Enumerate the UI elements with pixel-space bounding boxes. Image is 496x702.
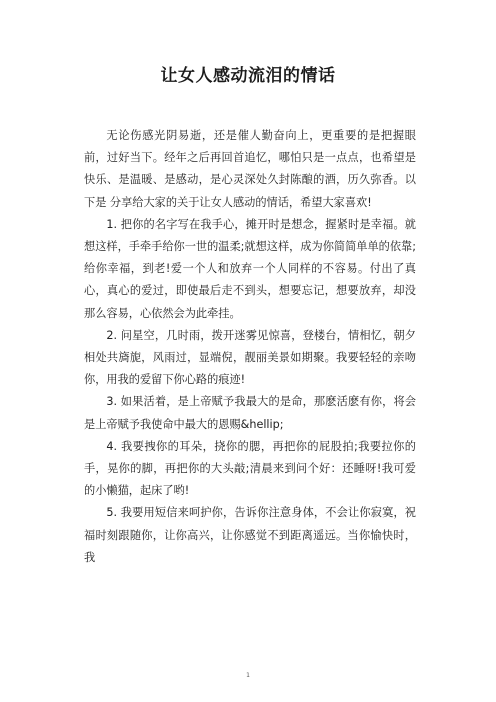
document-title: 让女人感动流泪的情话 — [160, 66, 336, 86]
document-body — [84, 125, 416, 569]
paragraph-3: 3. 如果活着，是上帝赋予我最大的是命，那麽活麽有你，将会是上帝赋予我使命中最大的恩赐&hellip; — [84, 395, 416, 431]
paragraph-4: 4. 我要拽你的耳朵，挠你的腮，再把你的屁股拍;我要拉你的手，晃你的脚，再把你的大头敲;清晨来到问个好：还睡呀!我可爱的小懒猫，起床了哟! — [84, 439, 416, 498]
paragraph-2: 2. 问星空，几时雨，拨开迷雾见惊喜，登楼台，情相忆，朝夕相处共旖旎，风雨过，显端倪，靓丽美景如期聚。我要轻轻的亲吻你，用我的爱留下你心路的痕迹! — [84, 328, 416, 387]
paragraph-1: 1. 把你的名字写在我手心，摊开时是想念，握紧时是幸福。就想这样，手牵手给你一世的温柔;就想这样，成为你简简单单的依靠;给你幸福，到老!爱一个人和放弃一个人同样的不容易。付出了真心，真心的爱过，即使最后走不到头，想要忘记，想要放弃，却没那么容易，心依然会为此牵挂。 — [84, 217, 416, 320]
paragraph-5: 5. 我要用短信来呵护你，告诉你注意身体，不会让你寂寞，祝福时刻跟随你，让你高兴，让你感觉不到距离遥远。当你愉快时，我 — [84, 506, 416, 564]
intro-paragraph: 无论伤感光阴易逝，还是催人勤奋向上，更重要的是把握眼前，过好当下。经年之后再回首追忆，哪怕只是一点点，也希望是快乐、是温暖、是感动，是心灵深处久封陈酿的酒，历久弥香。以下是 分享给大家的关于让女人感动的情话，希望大家喜欢! — [84, 129, 416, 209]
page-number: 1 — [246, 672, 250, 679]
